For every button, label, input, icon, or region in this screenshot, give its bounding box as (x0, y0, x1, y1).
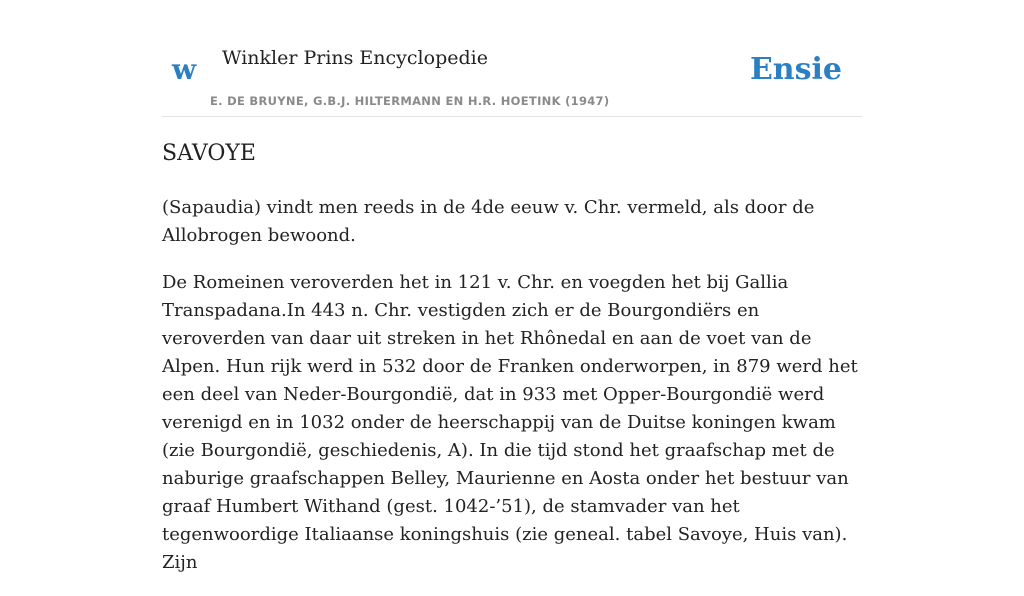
article-paragraph: De Romeinen veroverden het in 121 v. Chr. en voegden het bij Gallia Transpadana.In 443 n. Chr. vestigden zich er de Bourgondiërs en veroverden van daar uit streken in het Rhônedal en aan de voet van de Alpen. Hun rijk werd in 532 door de Franken onderworpen, in 879 werd het een deel van Neder-Bourgondië, dat in 933 met Opper-Bourgondië werd verenigd en in 1032 onder de heerschappij van de Duitse koningen kwam (zie Bourgondië, geschiedenis, A). In die tijd stond het graafschap met de naburige graafschappen Belley, Maurienne en Aosta onder het bestuur van graaf Humbert Withand (gest. 1042-’51), de stamvader van het tegenwoordige Italiaanse koningshuis (zie geneal. tabel Savoye, Huis van). Zijn (162, 272, 858, 573)
article-title: SAVOYE (162, 141, 256, 166)
winkler-prins-logo[interactable]: w (172, 53, 197, 86)
ensie-logo-link[interactable]: Ensie (749, 52, 842, 87)
article-paragraph: (Sapaudia) vindt men reeds in de 4de eeuw v. Chr. vermeld, als door de Allobrogen bewoond. (162, 197, 815, 246)
article-body (162, 138, 862, 596)
source-title-link[interactable]: Winkler Prins Encyclopedie (222, 47, 488, 69)
source-header (162, 0, 862, 117)
source-authors: E. DE BRUYNE, G.B.J. HILTERMANN EN H.R. HOETINK (1947) (210, 94, 610, 108)
